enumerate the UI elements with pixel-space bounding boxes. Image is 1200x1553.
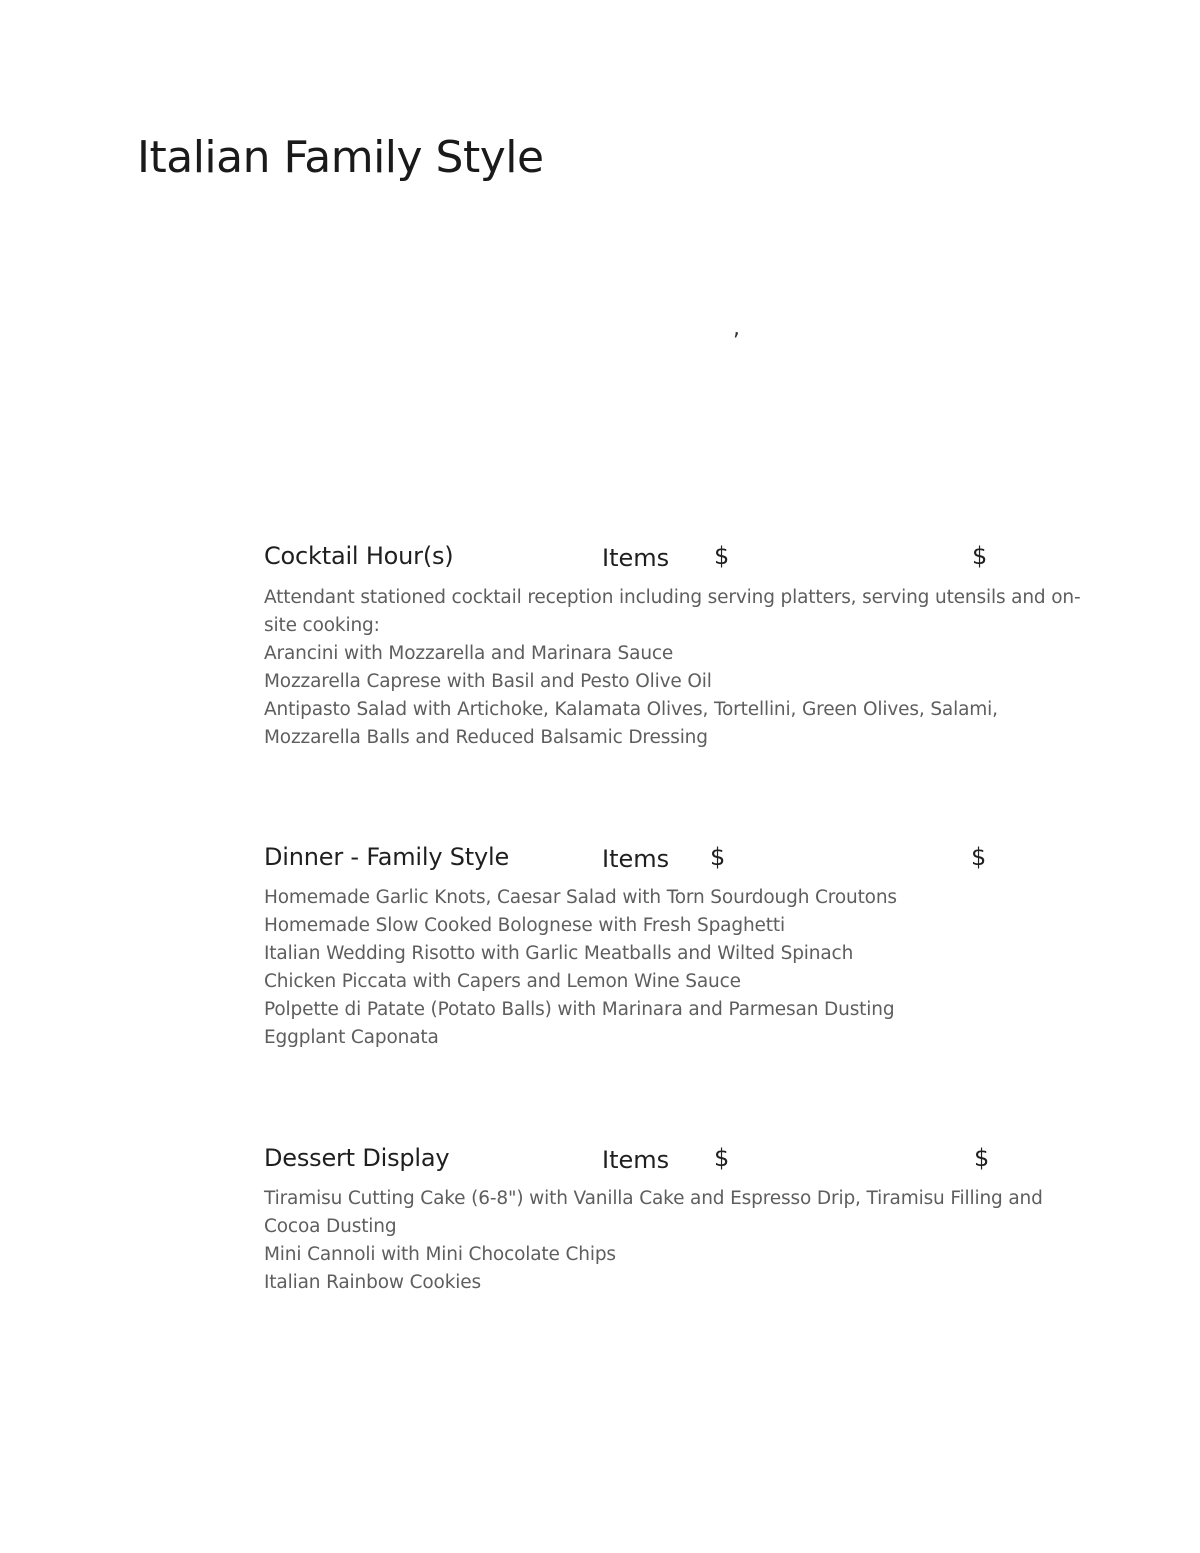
menu-item: Polpette di Patate (Potato Balls) with Marinara and Parmesan Dusting <box>264 999 895 1020</box>
menu-item: Homemade Garlic Knots, Caesar Salad with Torn Sourdough Croutons <box>264 887 897 908</box>
total-column-label: $ <box>974 1144 990 1172</box>
menu-item: Italian Rainbow Cookies <box>264 1272 481 1293</box>
section-header <box>264 841 1094 881</box>
menu-item: Mini Cannoli with Mini Chocolate Chips <box>264 1244 616 1265</box>
page-title: Italian Family Style <box>137 132 544 183</box>
total-column-label: $ <box>972 542 988 570</box>
menu-item: Attendant stationed cocktail reception including serving platters, serving utensils and on-site cooking: <box>264 587 1081 636</box>
section-dinner-family-style <box>264 841 1094 1052</box>
price-column-label: $ <box>714 1144 730 1172</box>
menu-item: Eggplant Caponata <box>264 1027 439 1048</box>
section-title: Dessert Display <box>264 1144 450 1172</box>
section-title: Dinner - Family Style <box>264 843 510 871</box>
menu-item-list <box>264 1185 1094 1297</box>
price-column-label: $ <box>714 542 730 570</box>
section-dessert-display <box>264 1142 1094 1297</box>
items-column-label: Items <box>602 1146 670 1174</box>
total-column-label: $ <box>971 843 987 871</box>
section-title: Cocktail Hour(s) <box>264 542 454 570</box>
menu-item: Chicken Piccata with Capers and Lemon Wine Sauce <box>264 971 741 992</box>
section-cocktail-hour <box>264 540 1094 752</box>
menu-item: Mozzarella Caprese with Basil and Pesto Olive Oil <box>264 671 712 692</box>
menu-item: Italian Wedding Risotto with Garlic Meatballs and Wilted Spinach <box>264 943 854 964</box>
section-header <box>264 1142 1094 1182</box>
items-column-label: Items <box>602 544 670 572</box>
menu-item: Tiramisu Cutting Cake (6-8") with Vanilla Cake and Espresso Drip, Tiramisu Filling and Cocoa Dusting <box>264 1188 1043 1237</box>
menu-item: Arancini with Mozzarella and Marinara Sauce <box>264 643 674 664</box>
menu-item-list <box>264 584 1094 752</box>
section-header <box>264 540 1094 580</box>
price-column-label: $ <box>710 843 726 871</box>
items-column-label: Items <box>602 845 670 873</box>
menu-item: Antipasto Salad with Artichoke, Kalamata Olives, Tortellini, Green Olives, Salami, Mozzarella Balls and Reduced Balsamic Dressing <box>264 699 998 748</box>
menu-item: Homemade Slow Cooked Bolognese with Fresh Spaghetti <box>264 915 785 936</box>
menu-item-list <box>264 884 1094 1052</box>
stray-comma: , <box>733 316 740 341</box>
